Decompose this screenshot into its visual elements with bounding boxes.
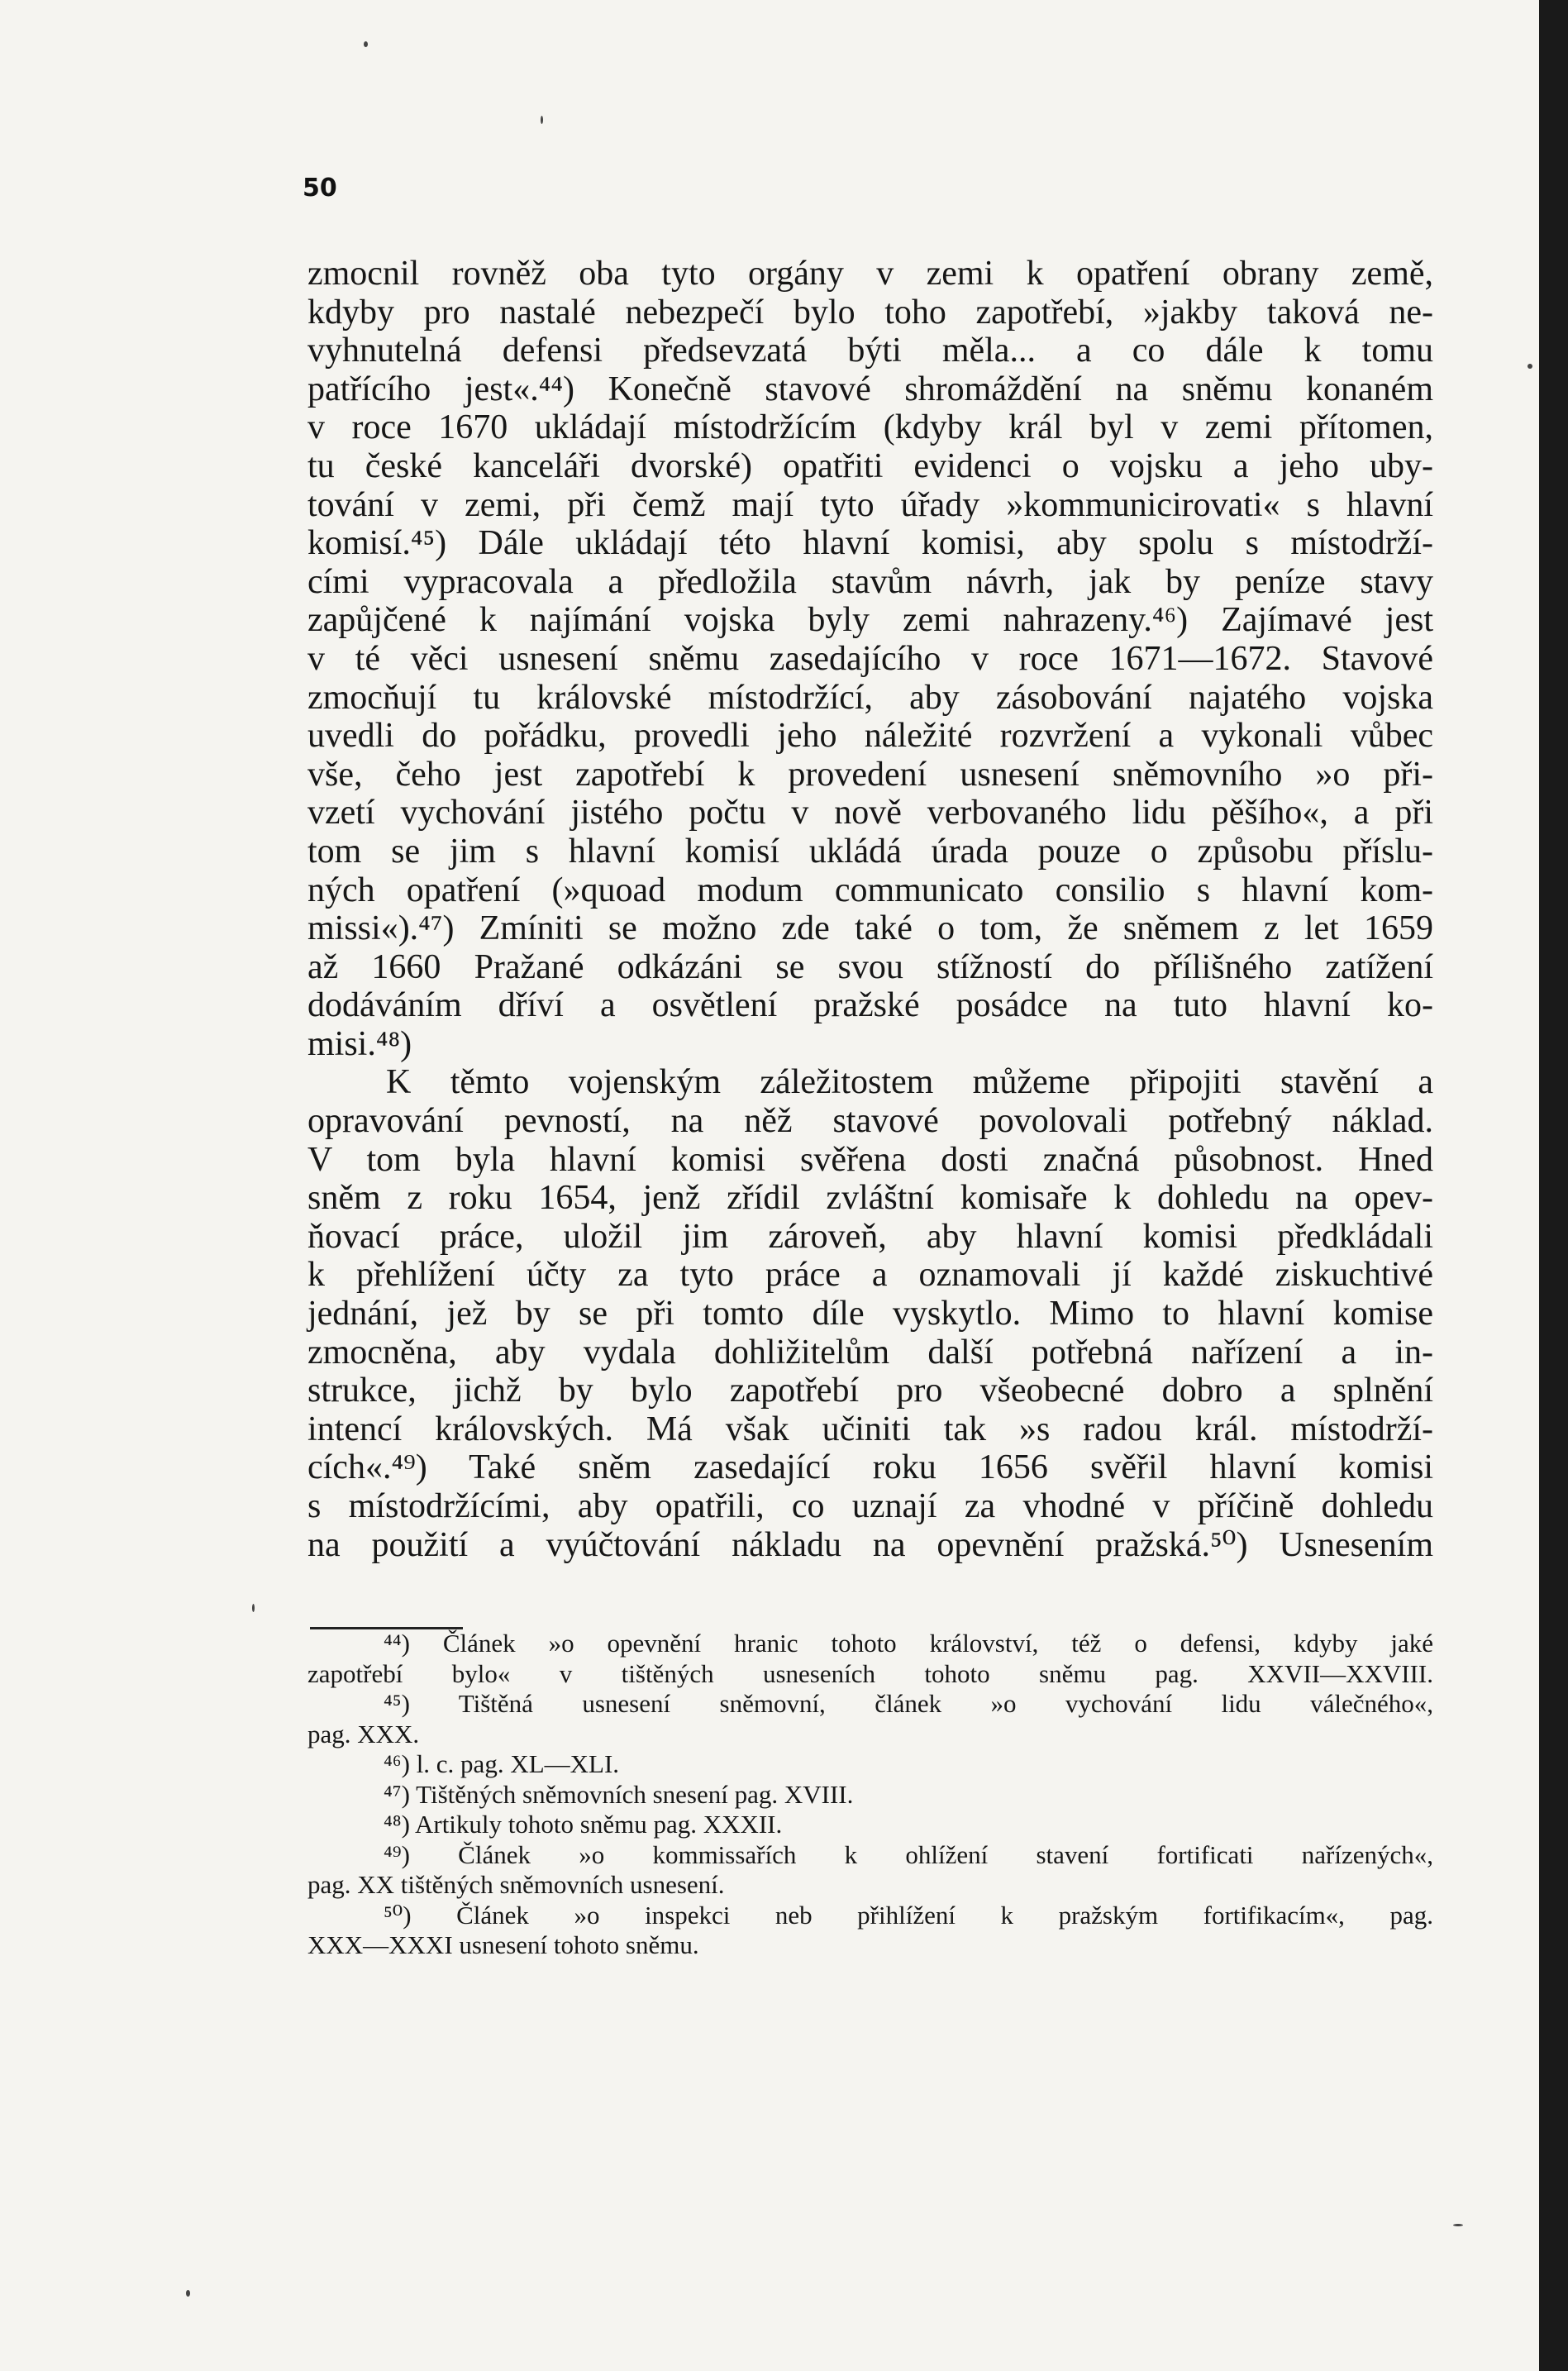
text-line: patřícího jest«.⁴⁴) Konečně stavové shromáždění na sněmu konaném <box>307 370 1433 408</box>
paragraph-2 <box>307 1063 1433 1564</box>
text-line: v roce 1670 ukládají místodržícím (kdyby král byl v zemi přítomen, <box>307 408 1433 447</box>
text-line: misi.⁴⁸) <box>307 1024 412 1063</box>
footnote-line: pag. XX tištěných sněmovních usnesení. <box>307 1870 725 1899</box>
text-line: opravování pevností, na něž stavové povolovali potřebný náklad. <box>307 1102 1433 1141</box>
text-line: kdyby pro nastalé nebezpečí bylo toho zapotřebí, »jakby taková ne- <box>307 293 1433 332</box>
text-line: k přehlížení účty za tyto práce a oznamovali jí každé ziskuchtivé <box>307 1256 1433 1295</box>
text-line: missi«).⁴⁷) Zmíniti se možno zde také o tom, že sněmem z let 1659 <box>307 909 1433 948</box>
text-line: cími vypracovala a předložila stavům návrh, jak by peníze stavy <box>307 562 1433 601</box>
text-line: zmocnil rovněž oba tyto orgány v zemi k opatření obrany země, <box>307 255 1433 293</box>
text-line: s místodržícími, aby opatřili, co uznají za vhodné v příčině dohledu <box>307 1487 1433 1525</box>
footnote-48 <box>307 1810 1433 1840</box>
footnote-line: zapotřebí bylo« v tištěných usneseních tohoto sněmu pag. XXVII—XXVIII. <box>307 1658 1433 1688</box>
text-line: komisí.⁴⁵) Dále ukládají této hlavní komisi, aby spolu s místodrží- <box>307 524 1433 563</box>
footnote-line: pag. XXX. <box>307 1719 420 1748</box>
footnote-50 <box>307 1901 1433 1961</box>
text-line: jednání, jež by se při tomto díle vyskytlo. Mimo to hlavní komise <box>307 1295 1433 1333</box>
text-line: zmocňují tu královské místodržící, aby zásobování najatého vojska <box>307 678 1433 717</box>
footnote-line: ⁴⁷) Tištěných sněmovních snesení pag. XVIII. <box>384 1779 854 1809</box>
scan-speck <box>1453 2224 1463 2226</box>
footnote-line: ⁴⁶) l. c. pag. XL—XLI. <box>384 1749 620 1778</box>
scan-speck <box>1527 364 1532 369</box>
text-line: vyhnutelná defensi předsevzatá býti měla... a co dále k tomu <box>307 332 1433 370</box>
text-line: vše, čeho jest zapotřebí k provedení usnesení sněmovního »o při- <box>307 755 1433 794</box>
footnote-44 <box>307 1629 1433 1689</box>
scan-speck <box>186 2290 190 2297</box>
text-line: uvedli do pořádku, provedli jeho náležité rozvržení a vykonali vůbec <box>307 717 1433 756</box>
text-line: sněm z roku 1654, jenž zřídil zvláštní komisaře k dohledu na opev- <box>307 1179 1433 1218</box>
footnote-49 <box>307 1840 1433 1901</box>
text-line: K těmto vojenským záležitostem můžeme připojiti stavění a <box>386 1063 1433 1102</box>
footnote-46 <box>307 1749 1433 1780</box>
text-line: dodáváním dříví a osvětlení pražské posádce na tuto hlavní ko- <box>307 986 1433 1025</box>
text-line: ných opatření (»quoad modum communicato consilio s hlavní kom- <box>307 871 1433 909</box>
text-line: zapůjčené k najímání vojska byly zemi nahrazeny.⁴⁶) Zajímavé jest <box>307 601 1433 640</box>
scan-speck <box>541 116 543 124</box>
footnote-line: ⁴⁹) Článek »o kommissařích k ohlížení stavení fortificati nařízených«, <box>384 1839 1433 1869</box>
text-line: strukce, jichž by bylo zapotřebí pro všeobecné dobro a splnění <box>307 1372 1433 1410</box>
text-line: zmocněna, aby vydala dohližitelům další potřebná nařízení a in- <box>307 1333 1433 1372</box>
text-line: ňovací práce, uložil jim zároveň, aby hlavní komisi předkládali <box>307 1217 1433 1256</box>
footnote-45 <box>307 1689 1433 1749</box>
footnote-47 <box>307 1780 1433 1810</box>
text-line: tu české kanceláři dvorské) opatřiti evidenci o vojsku a jeho uby- <box>307 446 1433 485</box>
footnote-line: ⁴⁴) Článek »o opevnění hranic tohoto království, též o defensi, kdyby jaké <box>384 1629 1433 1658</box>
scan-speck <box>252 1604 255 1612</box>
text-line: vzetí vychování jistého počtu v nově verbovaného lidu pěšího«, a při <box>307 794 1433 832</box>
text-line: v té věci usnesení sněmu zasedajícího v roce 1671—1672. Stavové <box>307 639 1433 678</box>
scan-edge <box>1539 0 1568 2371</box>
footnote-line: ⁵⁰) Článek »o inspekci neb přihlížení k pražským fortifikacím«, pag. <box>384 1900 1433 1930</box>
main-text <box>307 255 1433 1564</box>
text-line: V tom byla hlavní komisi svěřena dosti značná působnost. Hned <box>307 1140 1433 1179</box>
paragraph-1 <box>307 255 1433 1063</box>
scan-speck <box>364 41 368 47</box>
footnote-line: ⁴⁵) Tištěná usnesení sněmovní, článek »o vychování lidu válečného«, <box>384 1689 1433 1718</box>
text-line: až 1660 Pražané odkázáni se svou stížností do přílišného zatížení <box>307 947 1433 986</box>
text-line: tování v zemi, při čemž mají tyto úřady »kommunicirovati« s hlavní <box>307 485 1433 524</box>
page-number: 50 <box>303 174 337 203</box>
text-line: na použití a vyúčtování nákladu na opevnění pražská.⁵⁰) Usnesením <box>307 1525 1433 1564</box>
text-line: tom se jim s hlavní komisí ukládá úrada pouze o způsobu příslu- <box>307 832 1433 871</box>
footnote-line: ⁴⁸) Artikuly tohoto sněmu pag. XXXII. <box>384 1810 783 1839</box>
footnote-line: XXX—XXXI usnesení tohoto sněmu. <box>307 1930 699 1959</box>
text-line: intencí královských. Má však učiniti tak »s radou král. místodrží- <box>307 1410 1433 1448</box>
text-line: cích«.⁴⁹) Také sněm zasedající roku 1656 svěřil hlavní komisi <box>307 1448 1433 1487</box>
footnotes <box>307 1629 1433 1961</box>
